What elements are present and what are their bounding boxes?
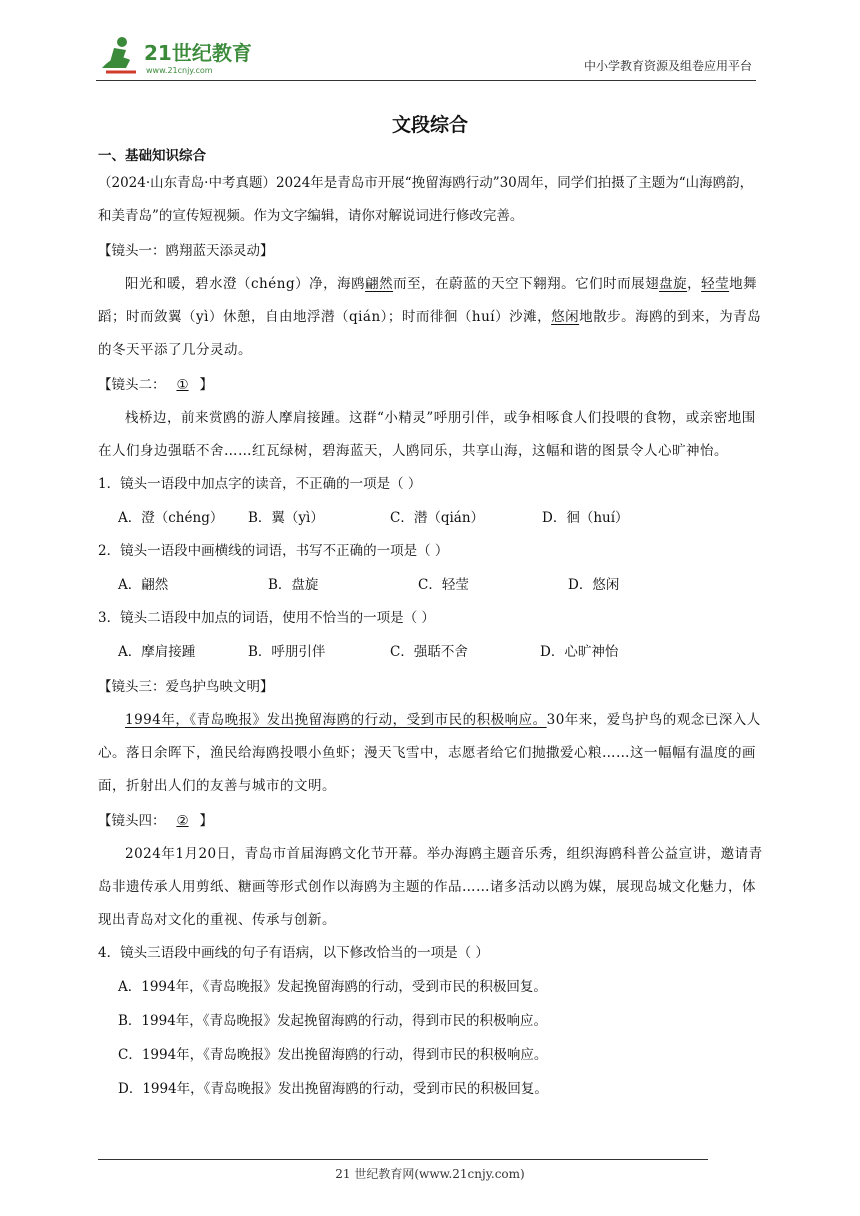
blank-2: ②: [176, 813, 189, 829]
option-d: D．悠闲: [568, 577, 620, 593]
option-d: D．1994年，《青岛晚报》发出挽留海鸥的行动，受到市民的积极回复。: [118, 1081, 548, 1097]
question-2: 2．镜头一语段中画横线的词语，书写不正确的一项是（ ）: [98, 543, 449, 559]
option-a: A．澄（chéng）: [118, 510, 224, 526]
option-c: C．1994年，《青岛晚报》发出挽留海鸥的行动，得到市民的积极响应。: [118, 1047, 548, 1063]
question-2-options: [98, 568, 764, 602]
question-3: 3．镜头二语段中加点的词语，使用不恰当的一项是（ ）: [98, 610, 435, 626]
logo-icon: [96, 32, 256, 78]
question-1: 1．镜头一语段中加点字的读音，不正确的一项是（ ）: [98, 476, 422, 492]
page-footer: 21 世纪教育网(www.21cnjy.com): [335, 1167, 525, 1181]
option-c: C．强聒不舍: [390, 644, 468, 660]
document-body: [98, 145, 764, 1106]
option-a: A．1994年，《青岛晚报》发起挽留海鸥的行动，受到市民的积极回复。: [118, 979, 547, 995]
underlined-word: 盘旋: [659, 276, 688, 292]
lens3-title: 【镜头三：爱鸟护鸟映文明】: [98, 679, 274, 695]
page-title: 文段综合: [391, 114, 468, 136]
intro-paragraph: （2024·山东青岛·中考真题）2024年是青岛市开展“挽留海鸥行动”30周年，同学们拍摄了主题为“山海鸥韵，和美青岛”的宣传短视频。作为文字编辑，请你对解说词进行修改完善。: [98, 175, 754, 224]
underlined-sentence: 1994年，《青岛晚报》发出挽留海鸥的行动，受到市民的积极响应。: [125, 712, 547, 728]
lens3-paragraph: 1994年，《青岛晚报》发出挽留海鸥的行动，受到市民的积极响应。30年来，爱鸟护鸟的观念已深入人心。落日余晖下，渔民给海鸥投喂小鱼虾；漫天飞雪中，志愿者给它们抛撒爱心粮……这一幅幅有温度的画面，折射出人们的友善与城市的文明。: [98, 712, 761, 794]
option-b: B．盘旋: [268, 577, 319, 593]
option-b: B．呼朋引伴: [248, 644, 326, 660]
option-b: B．1994年，《青岛晚报》发起挽留海鸥的行动，得到市民的积极响应。: [118, 1013, 548, 1029]
option-c: C．潜（qián）: [390, 510, 485, 526]
site-name: 中小学教育资源及组卷应用平台: [583, 59, 752, 73]
underlined-word: 悠闲: [551, 309, 580, 325]
option-b: B．翼（yì）: [248, 510, 324, 526]
lens1-title: 【镜头一：鸥翔蓝天添灵动】: [98, 243, 274, 259]
underlined-word: 翩然: [365, 276, 394, 292]
underlined-word: 轻莹: [701, 276, 730, 292]
lens2-title: 【镜头二： ① 】: [98, 369, 764, 402]
footer-divider: [98, 1159, 708, 1160]
logo-url: www.21cnjy.com: [146, 66, 213, 75]
option-d: D．徊（huí）: [542, 510, 629, 526]
option-a: A．摩肩接踵: [118, 644, 196, 660]
option-a: A．翩然: [118, 577, 169, 593]
question-1-options: [98, 501, 764, 535]
option-c: C．轻莹: [418, 577, 469, 593]
blank-1: ①: [176, 377, 189, 393]
lens4-title: 【镜头四： ② 】: [98, 805, 764, 838]
option-d: D．心旷神怡: [540, 644, 619, 660]
logo-text: 21世纪教育: [144, 41, 252, 65]
section-heading: 一、基础知识综合: [98, 148, 206, 164]
question-4: 4．镜头三语段中画线的句子有语病，以下修改恰当的一项是（ ）: [98, 945, 489, 961]
lens1-paragraph: 阳光和暖，碧水澄（chéng）净，海鸥翩然而至，在蔚蓝的天空下翱翔。它们时而展翅盘旋，轻莹地舞蹈；时而敛翼（yì）休憩，自由地浮潜（qián）；时而徘徊（huí）沙滩，悠闲地散步。海鸥的到来，为青岛的冬天平添了几分灵动。: [98, 276, 762, 358]
lens4-paragraph: 2024年1月20日，青岛市首届海鸥文化节开幕。举办海鸥主题音乐秀，组织海鸥科普公益宣讲，邀请青岛非遗传承人用剪纸、糖画等形式创作以海鸥为主题的作品……诸多活动以鸥为媒，展现岛城文化魅力，体现出青岛对文化的重视、传承与创新。: [98, 846, 763, 928]
question-3-options: [98, 635, 764, 669]
page-header: [96, 30, 756, 81]
lens2-paragraph: 栈桥边，前来赏鸥的游人摩肩接踵。这群“小精灵”呼朋引伴，或争相啄食人们投喂的食物，或亲密地围在人们身边强聒不舍……红瓦绿树，碧海蓝天，人鸥同乐，共享山海，这幅和谐的图景令人心旷神怡。: [98, 410, 756, 459]
